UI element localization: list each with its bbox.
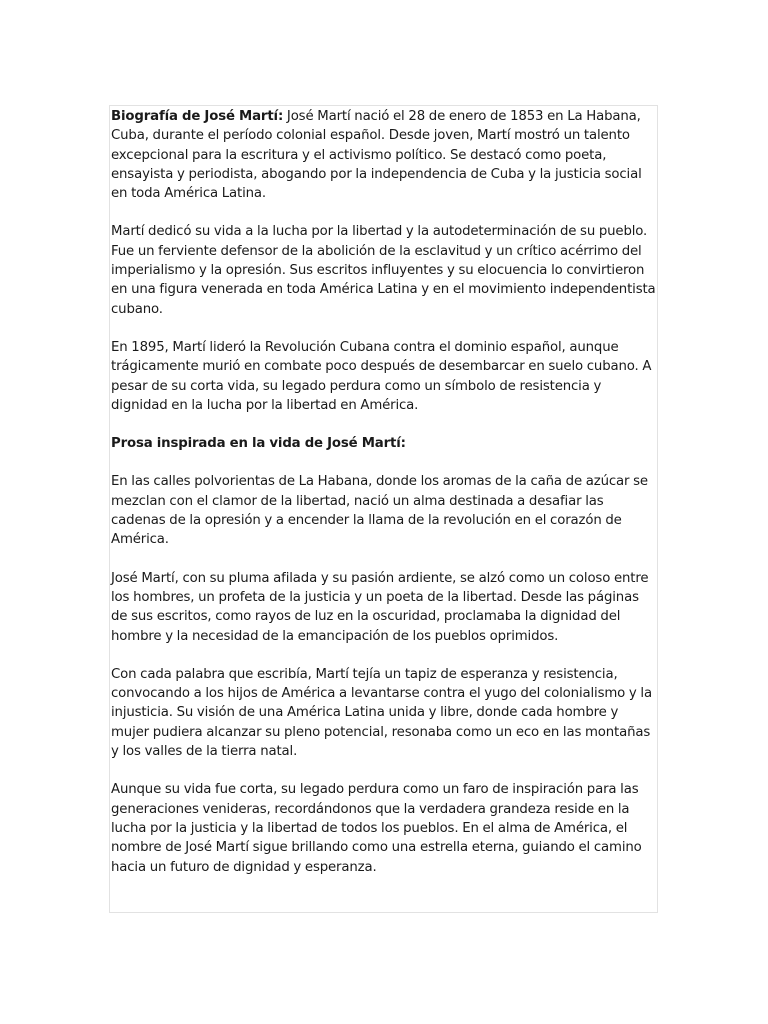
prose-paragraph-2: José Martí, con su pluma afilada y su pasión ardiente, se alzó como un coloso entre los hombres, un profeta de la justicia y un poeta de la libertad. Desde las páginas de sus escritos, como rayos de luz en la oscuridad, proclamaba la dignidad del hombre y la necesidad de la emancipación de los pueblos oprimidos. [111,570,649,644]
prose-paragraph-4: Aunque su vida fue corta, su legado perdura como un faro de inspiración para las generaciones venideras, recordándonos que la verdadera grandeza reside en la lucha por la justicia y la libertad de todos los pueblos. En el alma de América, el nombre de José Martí sigue brillando como una estrella eterna, guiando el camino hacia un futuro de dignidad y esperanza. [111,782,642,875]
bio-paragraph-1 [111,107,657,203]
prose-paragraph-3: Con cada palabra que escribía, Martí tejía un tapiz de esperanza y resistencia, convocando a los hijos de América a levantarse contra el yugo del colonialismo y la injusticia. Su visión de una América Latina unida y libre, donde cada hombre y mujer pudiera alcanzar su pleno potencial, resonaba como un eco en las montañas y los valles de la tierra natal. [111,666,652,760]
bio-paragraph-2: Martí dedicó su vida a la lucha por la libertad y la autodeterminación de su pueblo. Fue un ferviente defensor de la abolición de la esclavitud y un crítico acérrimo del imperialismo y la opresión. Sus escritos influyentes y su elocuencia lo convirtieron en una figura venerada en toda América Latina y en el movimiento independentista cubano. [111,224,656,317]
bio-heading: Biografía de José Martí: [111,109,284,124]
prose-heading: Prosa inspirada en la vida de José Martí: [111,436,406,452]
bio-paragraph-3: En 1895, Martí lideró la Revolución Cubana contra el dominio español, aunque trágicamente murió en combate poco después de desembarcar en suelo cubano. A pesar de su corta vida, su legado perdura como un símbolo de resistencia y dignidad en la lucha por la libertad en América. [111,339,652,413]
prose-paragraph-1: En las calles polvorientas de La Habana, donde los aromas de la caña de azúcar se mezclan con el clamor de la libertad, nació un alma destinada a desafiar las cadenas de la opresión y a encender la llama de la revolución en el corazón de América. [111,474,648,548]
bio-paragraph-1-text: José Martí nació el 28 de enero de 1853 en La Habana, Cuba, durante el período colonial español. Desde joven, Martí mostró un talento excepcional para la escritura y el activismo político. Se destacó como poeta, ensayista y periodista, abogando por la independencia de Cuba y la justicia social en toda América Latina. [111,109,642,202]
document-text-box [109,105,658,913]
